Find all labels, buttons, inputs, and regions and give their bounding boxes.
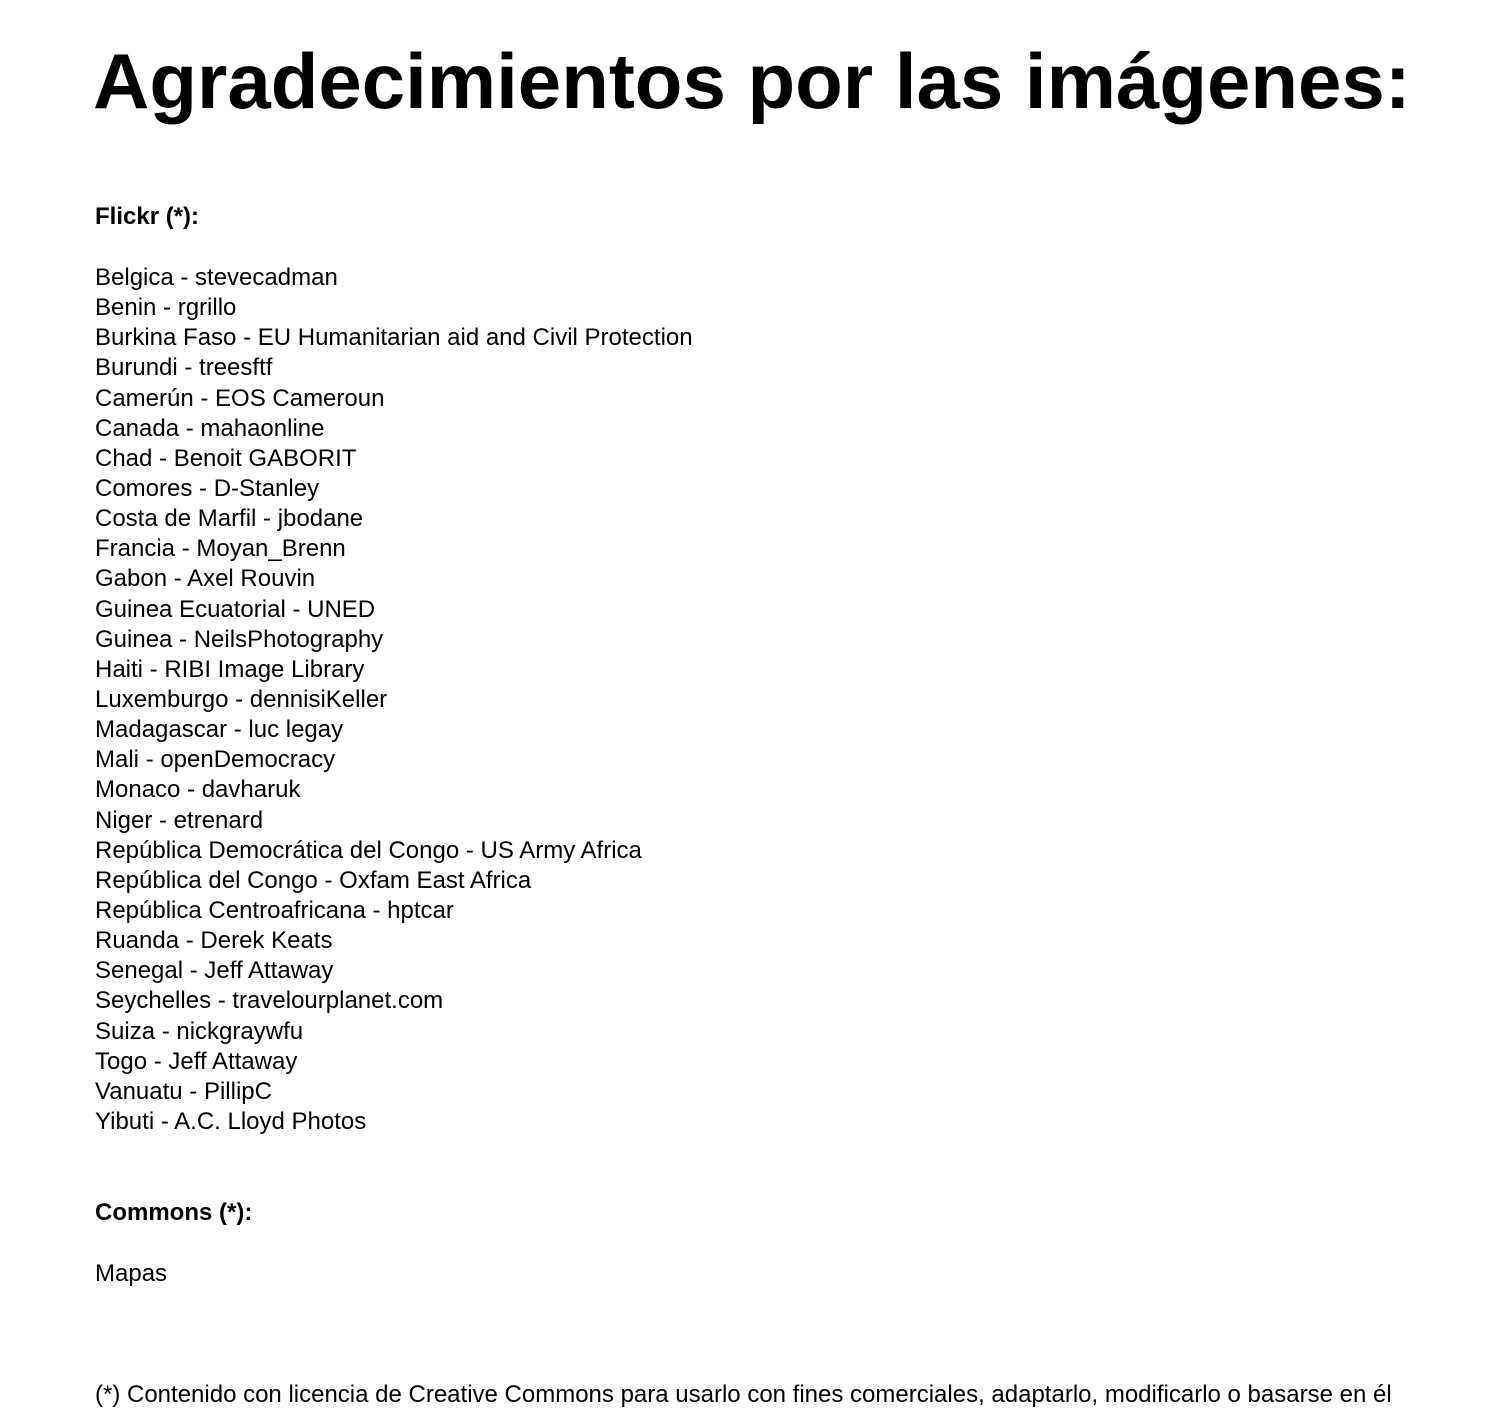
list-item: Seychelles - travelourplanet.com [95, 987, 444, 1015]
list-item: Vanuatu - PillipC [95, 1077, 272, 1105]
list-item: Canada - mahaonline [95, 414, 325, 442]
list-item: Guinea Ecuatorial - UNED [95, 595, 376, 623]
flickr-heading: Flickr (*): [95, 203, 200, 230]
list-item: Costa de Marfil - jbodane [95, 505, 364, 533]
list-item: Niger - etrenard [95, 806, 264, 834]
list-item: Gabon - Axel Rouvin [95, 565, 316, 593]
commons-text: Mapas [95, 1260, 168, 1287]
list-item: Burundi - treesftf [95, 354, 273, 382]
list-item: República del Congo - Oxfam East Africa [95, 866, 532, 894]
list-item: Francia - Moyan_Brenn [95, 535, 346, 563]
list-item: Luxemburgo - dennisiKeller [95, 685, 388, 713]
page-title: Agradecimientos por las imágenes: [93, 37, 1411, 125]
list-item: Suiza - nickgraywfu [95, 1017, 304, 1045]
list-item: Comores - D-Stanley [95, 474, 320, 502]
list-item: Ruanda - Derek Keats [95, 927, 333, 955]
list-item: Senegal - Jeff Attaway [95, 957, 334, 985]
flickr-credits-list [95, 263, 693, 1137]
list-item: Monaco - davharuk [95, 776, 301, 804]
list-item: República Centroafricana - hptcar [95, 896, 454, 924]
list-item: Madagascar - luc legay [95, 716, 344, 744]
list-item: Belgica - stevecadman [95, 264, 338, 291]
list-item: Mali - openDemocracy [95, 746, 336, 774]
commons-heading: Commons (*): [95, 1199, 253, 1226]
license-footnote: (*) Contenido con licencia de Creative Commons para usarlo con fines comerciales, adaptarlo, modificarlo o basarse en él [95, 1381, 1392, 1408]
list-item: Yibuti - A.C. Lloyd Photos [95, 1107, 367, 1135]
list-item: Benin - rgrillo [95, 294, 237, 322]
list-item: Haiti - RIBI Image Library [95, 655, 365, 683]
list-item: República Democrática del Congo - US Army Africa [95, 836, 642, 864]
list-item: Togo - Jeff Attaway [95, 1047, 298, 1075]
list-item: Guinea - NeilsPhotography [95, 625, 384, 653]
list-item: Burkina Faso - EU Humanitarian aid and Civil Protection [95, 324, 693, 352]
list-item: Chad - Benoit GABORIT [95, 444, 357, 472]
list-item: Camerún - EOS Cameroun [95, 384, 385, 412]
